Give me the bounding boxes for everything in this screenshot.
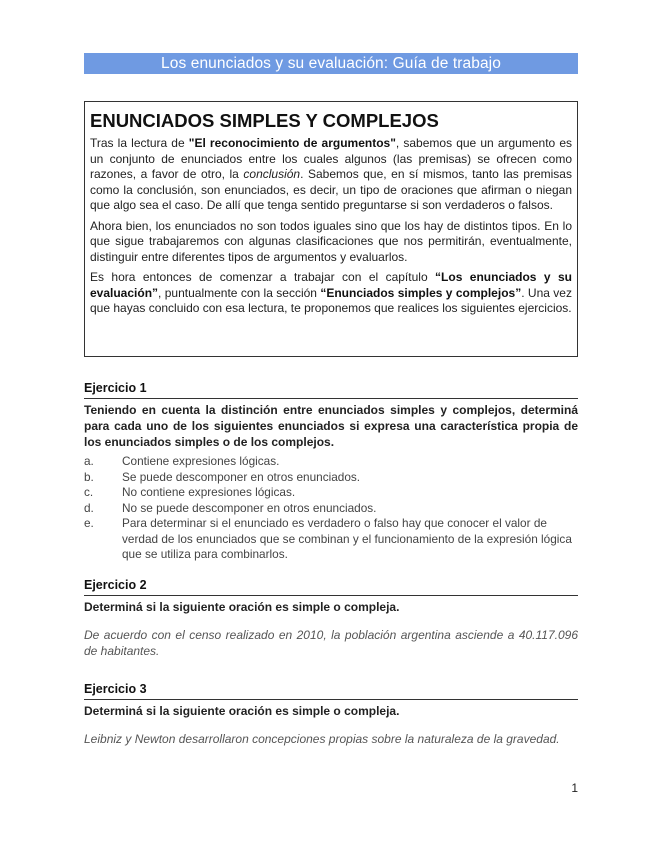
option-e: e. Para determinar si el enunciado es verdadero o falso hay que conocer el valor de verdad de los enunciados que se combinan y el funcionamiento de la expresión lógica que se utiliza para combinarlos. [84,516,572,561]
exercise-2 [84,577,578,659]
page-number: 1 [571,781,578,795]
exercise-2-title: Ejercicio 2 [84,577,578,596]
exercise-1-prompt: Teniendo en cuenta la distinción entre enunciados simples y complejos, determiná para cada uno de los siguientes enunciados si expresa una característica propia de los enunciados simples o de los complejos. [84,403,578,449]
intro-paragraph-3: Es hora entonces de comenzar a trabajar con el capítulo “Los enunciados y su evaluación”, puntualmente con la sección “Enunciados simples y complejos”. Una vez que hayas concluido con esa lectura, te proponemos que realices los siguientes ejercicios. [90,270,572,315]
exercise-2-prompt: Determiná si la siguiente oración es simple o compleja. [84,600,400,614]
exercise-1-options [84,454,578,563]
exercise-3-prompt: Determiná si la siguiente oración es simple o compleja. [84,704,400,718]
exercise-2-sentence: De acuerdo con el censo realizado en 2010, la población argentina asciende a 40.117.096 de habitantes. [84,628,578,658]
header-banner: Los enunciados y su evaluación: Guía de trabajo [84,53,578,74]
option-c: c. No contiene expresiones lógicas. [84,485,296,499]
intro-box [84,101,578,357]
exercise-1-title: Ejercicio 1 [84,380,578,399]
option-a: a. Contiene expresiones lógicas. [84,454,280,468]
intro-paragraph-2: Ahora bien, los enunciados no son todos iguales sino que los hay de distintos tipos. En lo que sigue trabajaremos con algunas clasificaciones que nos permitirán, eventualmente, distinguir entre diferentes tipos de argumentos y evaluarlos. [90,218,572,264]
option-d: d. No se puede descomponer en otros enunciados. [84,500,377,515]
exercise-3-sentence: Leibniz y Newton desarrollaron concepciones propias sobre la naturaleza de la gravedad. [84,732,560,746]
intro-paragraph-1: Tras la lectura de "El reconocimiento de argumentos", sabemos que un argumento es un conjunto de enunciados entre los cuales algunos (las premisas) se ofrecen como razones, a favor de otro, la conclusión. Sabemos que, en sí mismos, tanto las premisas como la conclusión, son enunciados, es decir, un tipo de oraciones que afirman o niegan que algo sea el caso. De allí que tenga sentido preguntarse si son verdaderos o falsos. [90,136,573,212]
option-b: b. Se puede descomponer en otros enunciados. [84,469,361,484]
exercise-1 [84,380,578,563]
exercise-3-title: Ejercicio 3 [84,681,578,700]
intro-heading: ENUNCIADOS SIMPLES Y COMPLEJOS [90,110,439,131]
exercise-3 [84,681,578,747]
